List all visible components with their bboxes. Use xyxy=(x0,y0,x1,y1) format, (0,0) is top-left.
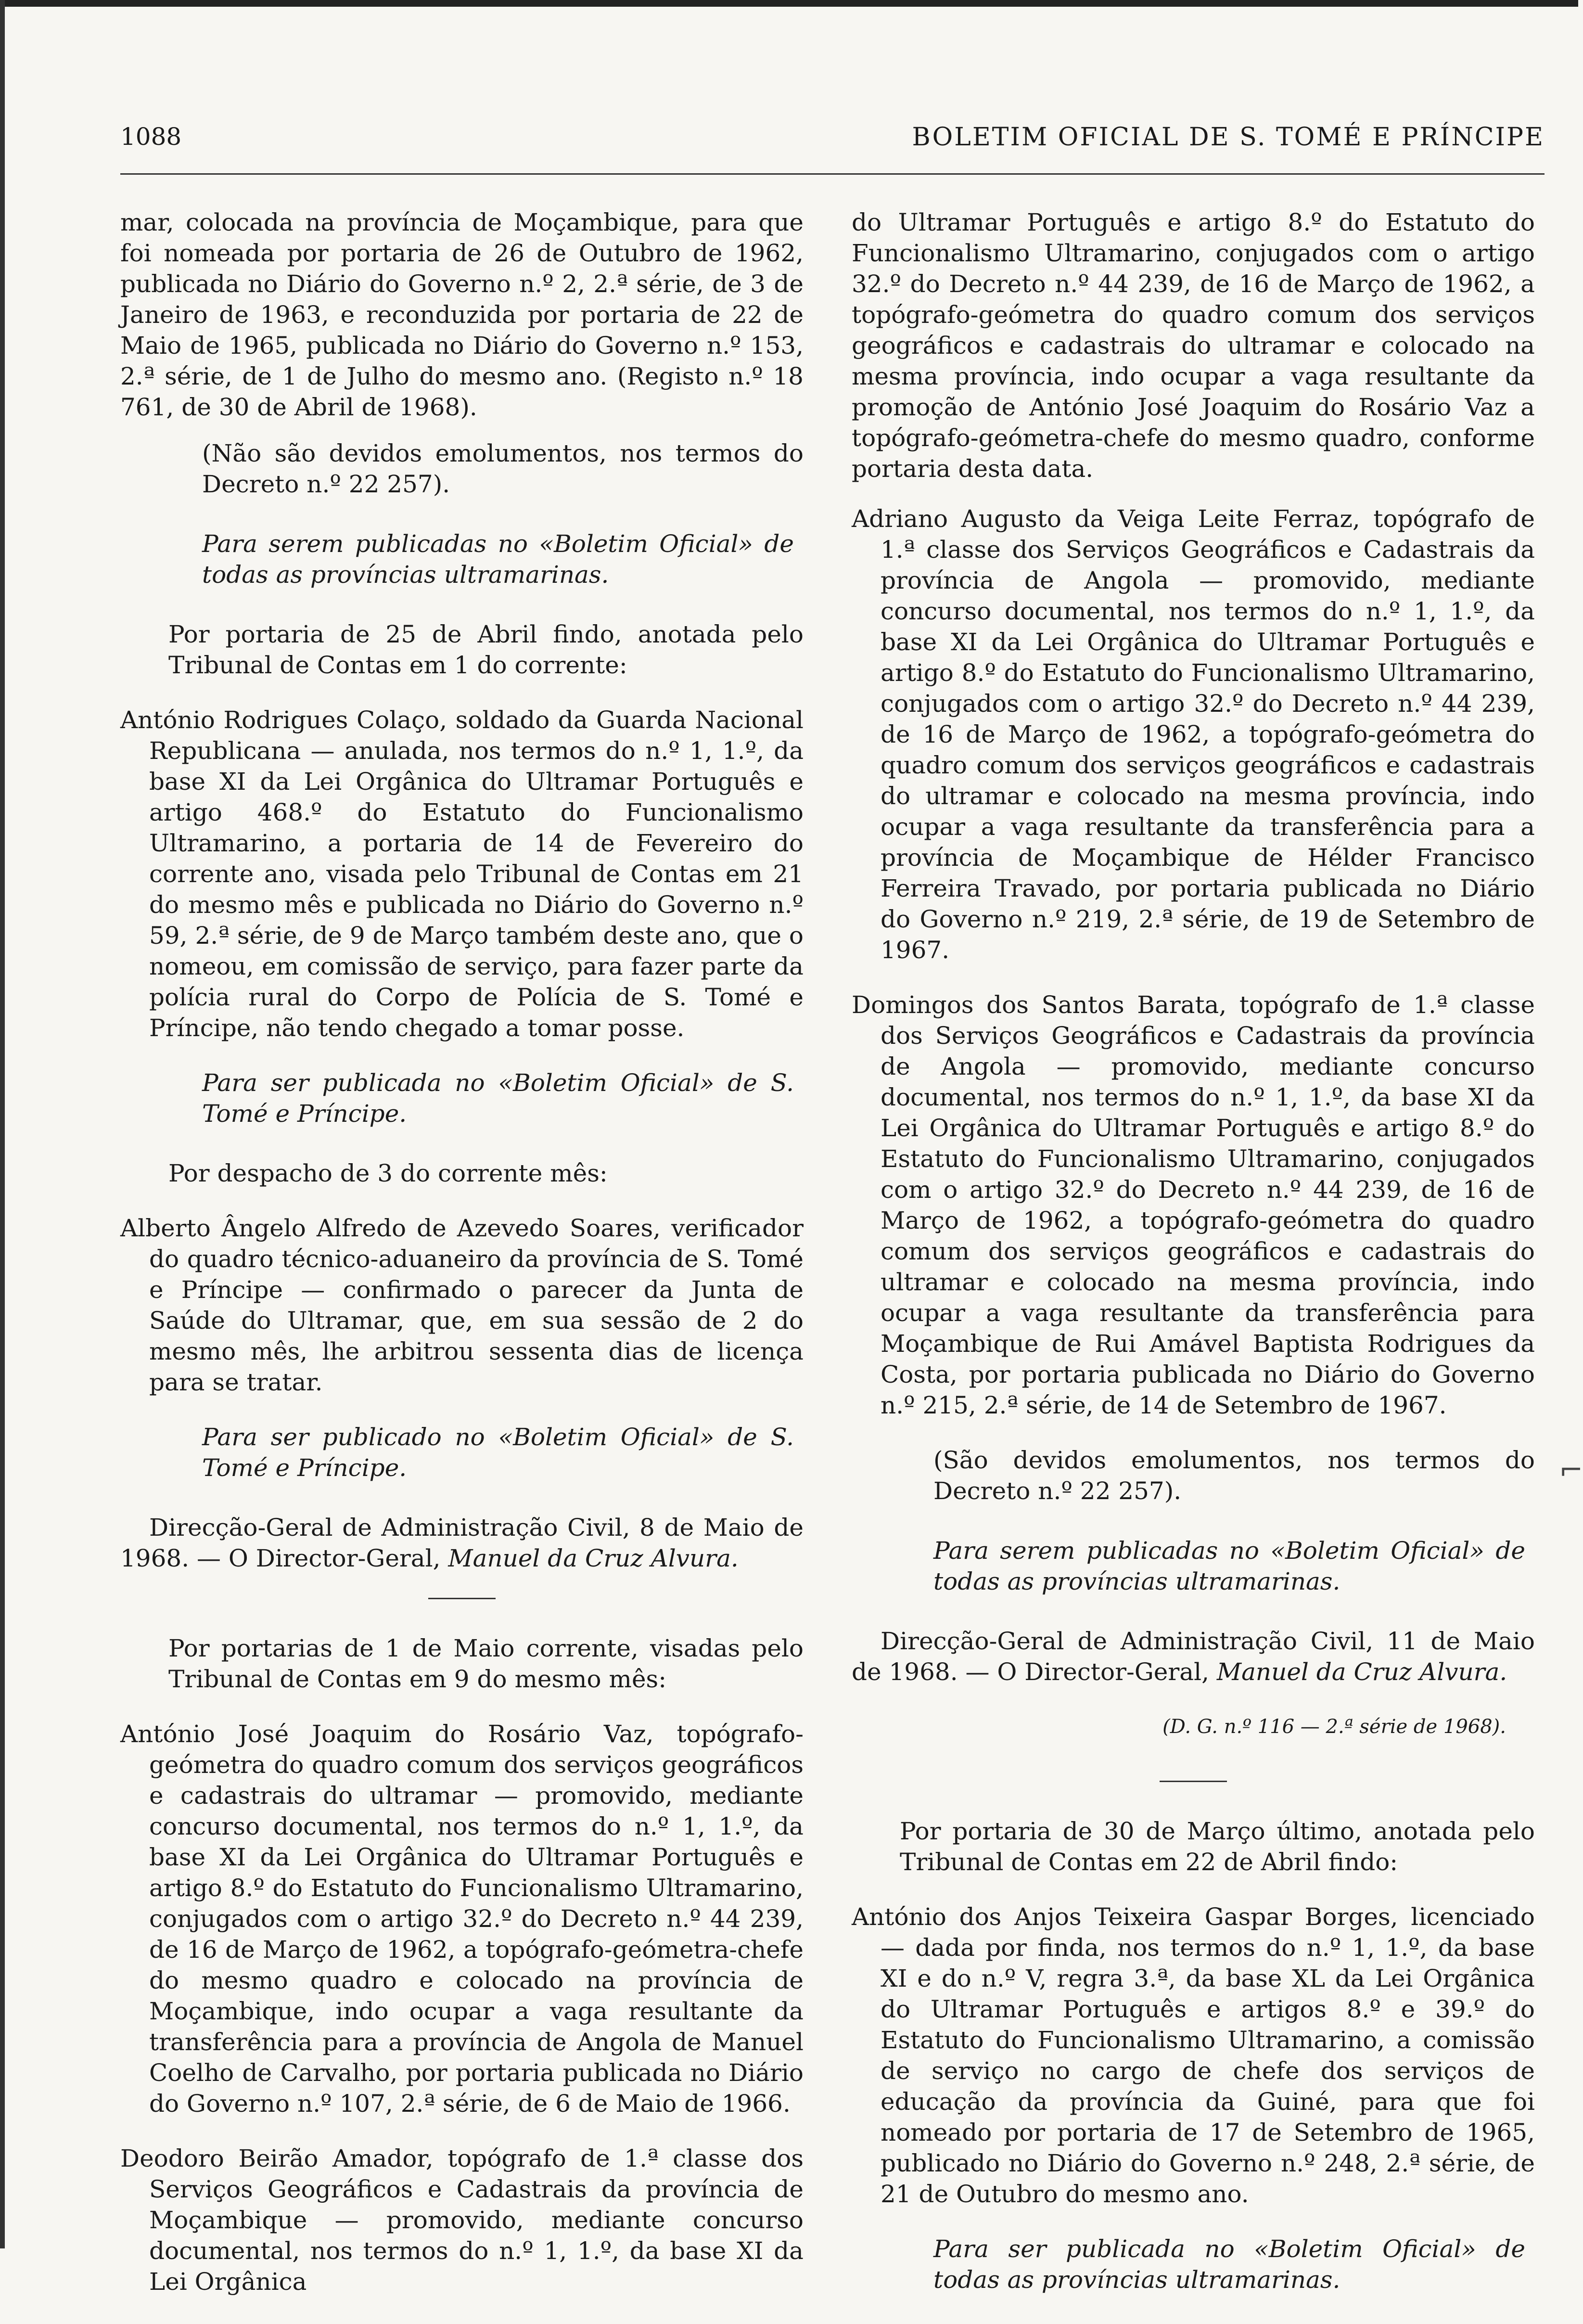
signature-text: Direcção-Geral de Administração Civil, 8 de Maio de 1968. — O Director-Geral, xyxy=(120,1514,804,1572)
portaria-lead: Por portarias de 1 de Maio corrente, visadas pelo Tribunal de Contas em 9 do mesmo mês: xyxy=(168,1634,804,1693)
personnel-entry: Deodoro Beirão Amador, topógrafo de 1.ª classe dos Serviços Geográficos e Cadastrais da província de Moçambique — promovido, mediante concurso documental, nos termos do n.º 1, 1.º, da base XI da Lei Orgânica xyxy=(120,2144,804,2296)
despacho-lead: Por despacho de 3 do corrente mês: xyxy=(168,1159,608,1187)
page-header xyxy=(120,123,1545,161)
publication-notice: Para ser publicada no «Boletim Oficial» de S. Tomé e Príncipe. xyxy=(202,1069,794,1128)
scan-left-edge xyxy=(0,0,5,2248)
signature-name: Manuel da Cruz Alvura. xyxy=(448,1544,739,1572)
personnel-entry: António José Joaquim do Rosário Vaz, topógrafo-geómetra do quadro comum dos serviços geográficos e cadastrais do ultramar — promovido, mediante concurso documental, nos termos do n.º 1, 1.º, da base XI da Lei Orgânica do Ultramar Português e artigo 8.º do Estatuto do Funcionalismo Ultramarino, conjugados com o artigo 32.º do Decreto n.º 44 239, de 16 de Março de 1962, a topógrafo-geómetra-chefe do mesmo quadro e colocado na província de Moçambique, indo ocupar a vaga resultante da transferência para a província de Angola de Manuel Coelho de Carvalho, por portaria publicada no Diário do Governo n.º 107, 2.ª série, de 6 de Maio de 1966. xyxy=(120,1720,804,2118)
publication-notice: Para ser publicado no «Boletim Oficial» de S. Tomé e Príncipe. xyxy=(202,1423,794,1482)
publication-notice: Para serem publicadas no «Boletim Oficial» de todas as províncias ultramarinas. xyxy=(933,1537,1525,1595)
continued-entry: do Ultramar Português e artigo 8.º do Estatuto do Funcionalismo Ultramarino, conjugados com o artigo 32.º do Decreto n.º 44 239, de 16 de Março de 1962, a topógrafo-geómetra do quadro comum dos serviços geográficos e cadastrais do ultramar e colocado na mesma província, indo ocupar a vaga resultante da promoção de António José Joaquim do Rosário Vaz a topógrafo-geómetra-chefe do mesmo quadro, conforme portaria desta data. xyxy=(852,208,1535,483)
personnel-entry: Adriano Augusto da Veiga Leite Ferraz, topógrafo de 1.ª classe dos Serviços Geográficos e Cadastrais da província de Angola — promovido, mediante concurso documental, nos termos do n.º 1, 1.º, da base XI da Lei Orgânica do Ultramar Português e artigo 8.º do Estatuto do Funcionalismo Ultramarino, conjugados com o artigo 32.º do Decreto n.º 44 239, de 16 de Março de 1962, a topógrafo-geómetra do quadro comum dos serviços geográficos e cadastrais do ultramar e colocado na mesma província, indo ocupar a vaga resultante da transferência para a província de Moçambique de Hélder Francisco Ferreira Travado, por portaria publicada no Diário do Governo n.º 219, 2.ª série, de 19 de Setembro de 1967. xyxy=(852,505,1535,964)
scan-margin-mark: ⌐ xyxy=(1559,1453,1583,1487)
section-divider xyxy=(1160,1781,1227,1782)
personnel-entry: António Rodrigues Colaço, soldado da Guarda Nacional Republicana — anulada, nos termos do n.º 1, 1.º, da base XI da Lei Orgânica do Ultramar Português e artigo 468.º do Estatuto do Funcionalismo Ultramarino, a portaria de 14 de Fevereiro do corrente ano, visada pelo Tribunal de Contas em 21 do mesmo mês e publicada no Diário do Governo n.º 59, 2.ª série, de 9 de Março também deste ano, que o nomeou, em comissão de serviço, para fazer parte da polícia rural do Corpo de Polícia de S. Tomé e Príncipe, não tendo chegado a tomar posse. xyxy=(120,706,804,1042)
right-column xyxy=(852,207,1535,2324)
publication-notice: Para ser publicada no «Boletim Oficial» de todas as províncias ultramarinas. xyxy=(933,2235,1525,2294)
personnel-entry: Domingos dos Santos Barata, topógrafo de 1.ª classe dos Serviços Geográficos e Cadastrais da província de Angola — promovido, mediante concurso documental, nos termos do n.º 1, 1.º, da base XI da Lei Orgânica do Ultramar Português e artigo 8.º do Estatuto do Funcionalismo Ultramarino, conjugados com o artigo 32.º do Decreto n.º 44 239, de 16 de Março de 1962, a topógrafo-geómetra do quadro comum dos serviços geográficos e cadastrais do ultramar e colocado na mesma província, indo ocupar a vaga resultante da transferência para Moçambique de Rui Amável Baptista Rodrigues da Costa, por portaria publicada no Diário do Governo n.º 215, 2.ª série, de 14 de Setembro de 1967. xyxy=(852,991,1535,1419)
left-column xyxy=(120,207,804,2321)
personnel-entry: Alberto Ângelo Alfredo de Azevedo Soares, verificador do quadro técnico-aduaneiro da província de S. Tomé e Príncipe — confirmado o parecer da Junta de Saúde do Ultramar, que, em sua sessão de 2 do mesmo mês, lhe arbitrou sessenta dias de licença para se tratar. xyxy=(120,1214,804,1396)
section-divider xyxy=(428,1598,496,1599)
signature-name: Manuel da Cruz Alvura. xyxy=(1216,1658,1507,1686)
publication-notice: Para serem publicadas no «Boletim Oficial» de todas as províncias ultramarinas. xyxy=(202,530,794,589)
page-number: 1088 xyxy=(120,123,182,151)
continued-paragraph: mar, colocada na província de Moçambique, para que foi nomeada por portaria de 26 de Outubro de 1962, publicada no Diário do Governo n.º 2, 2.ª série, de 3 de Janeiro de 1963, e reconduzida por portaria de 22 de Maio de 1965, publicada no Diário do Governo n.º 153, 2.ª série, de 1 de Julho do mesmo ano. (Registo n.º 18 761, de 30 de Abril de 1968). xyxy=(120,208,804,421)
emolument-note: (São devidos emolumentos, nos termos do Decreto n.º 22 257). xyxy=(933,1446,1535,1505)
personnel-entry: António dos Anjos Teixeira Gaspar Borges, licenciado — dada por finda, nos termos do n.º 1, 1.º, da base XI e do n.º V, regra 3.ª, da base XL da Lei Orgânica do Ultramar Português e artigos 8.º e 39.º do Estatuto do Funcionalismo Ultramarino, a comissão de serviço no cargo de chefe dos serviços de educação da província da Guiné, para que foi nomeado por portaria de 17 de Setembro de 1965, publicado no Diário do Governo n.º 248, 2.ª série, de 21 de Outubro do mesmo ano. xyxy=(852,1903,1535,2208)
portaria-lead: Por portaria de 25 de Abril findo, anotada pelo Tribunal de Contas em 1 do corrente: xyxy=(168,620,804,679)
emolument-note: (Não são devidos emolumentos, nos termos do Decreto n.º 22 257). xyxy=(202,439,804,498)
scan-top-edge xyxy=(0,0,1578,7)
diario-reference: (D. G. n.º 116 — 2.ª série de 1968). xyxy=(1162,1716,1506,1738)
header-rule xyxy=(120,173,1545,175)
signature-text: Direcção-Geral de Administração Civil, 11 de Maio de 1968. — O Director-Geral, xyxy=(852,1627,1535,1686)
signature-block xyxy=(852,1626,1535,1687)
running-title: BOLETIM OFICIAL DE S. TOMÉ E PRÍNCIPE xyxy=(912,123,1545,152)
signature-block xyxy=(120,1512,804,1574)
portaria-lead: Por portaria de 30 de Março último, anotada pelo Tribunal de Contas em 22 de Abril findo: xyxy=(900,1817,1535,1876)
